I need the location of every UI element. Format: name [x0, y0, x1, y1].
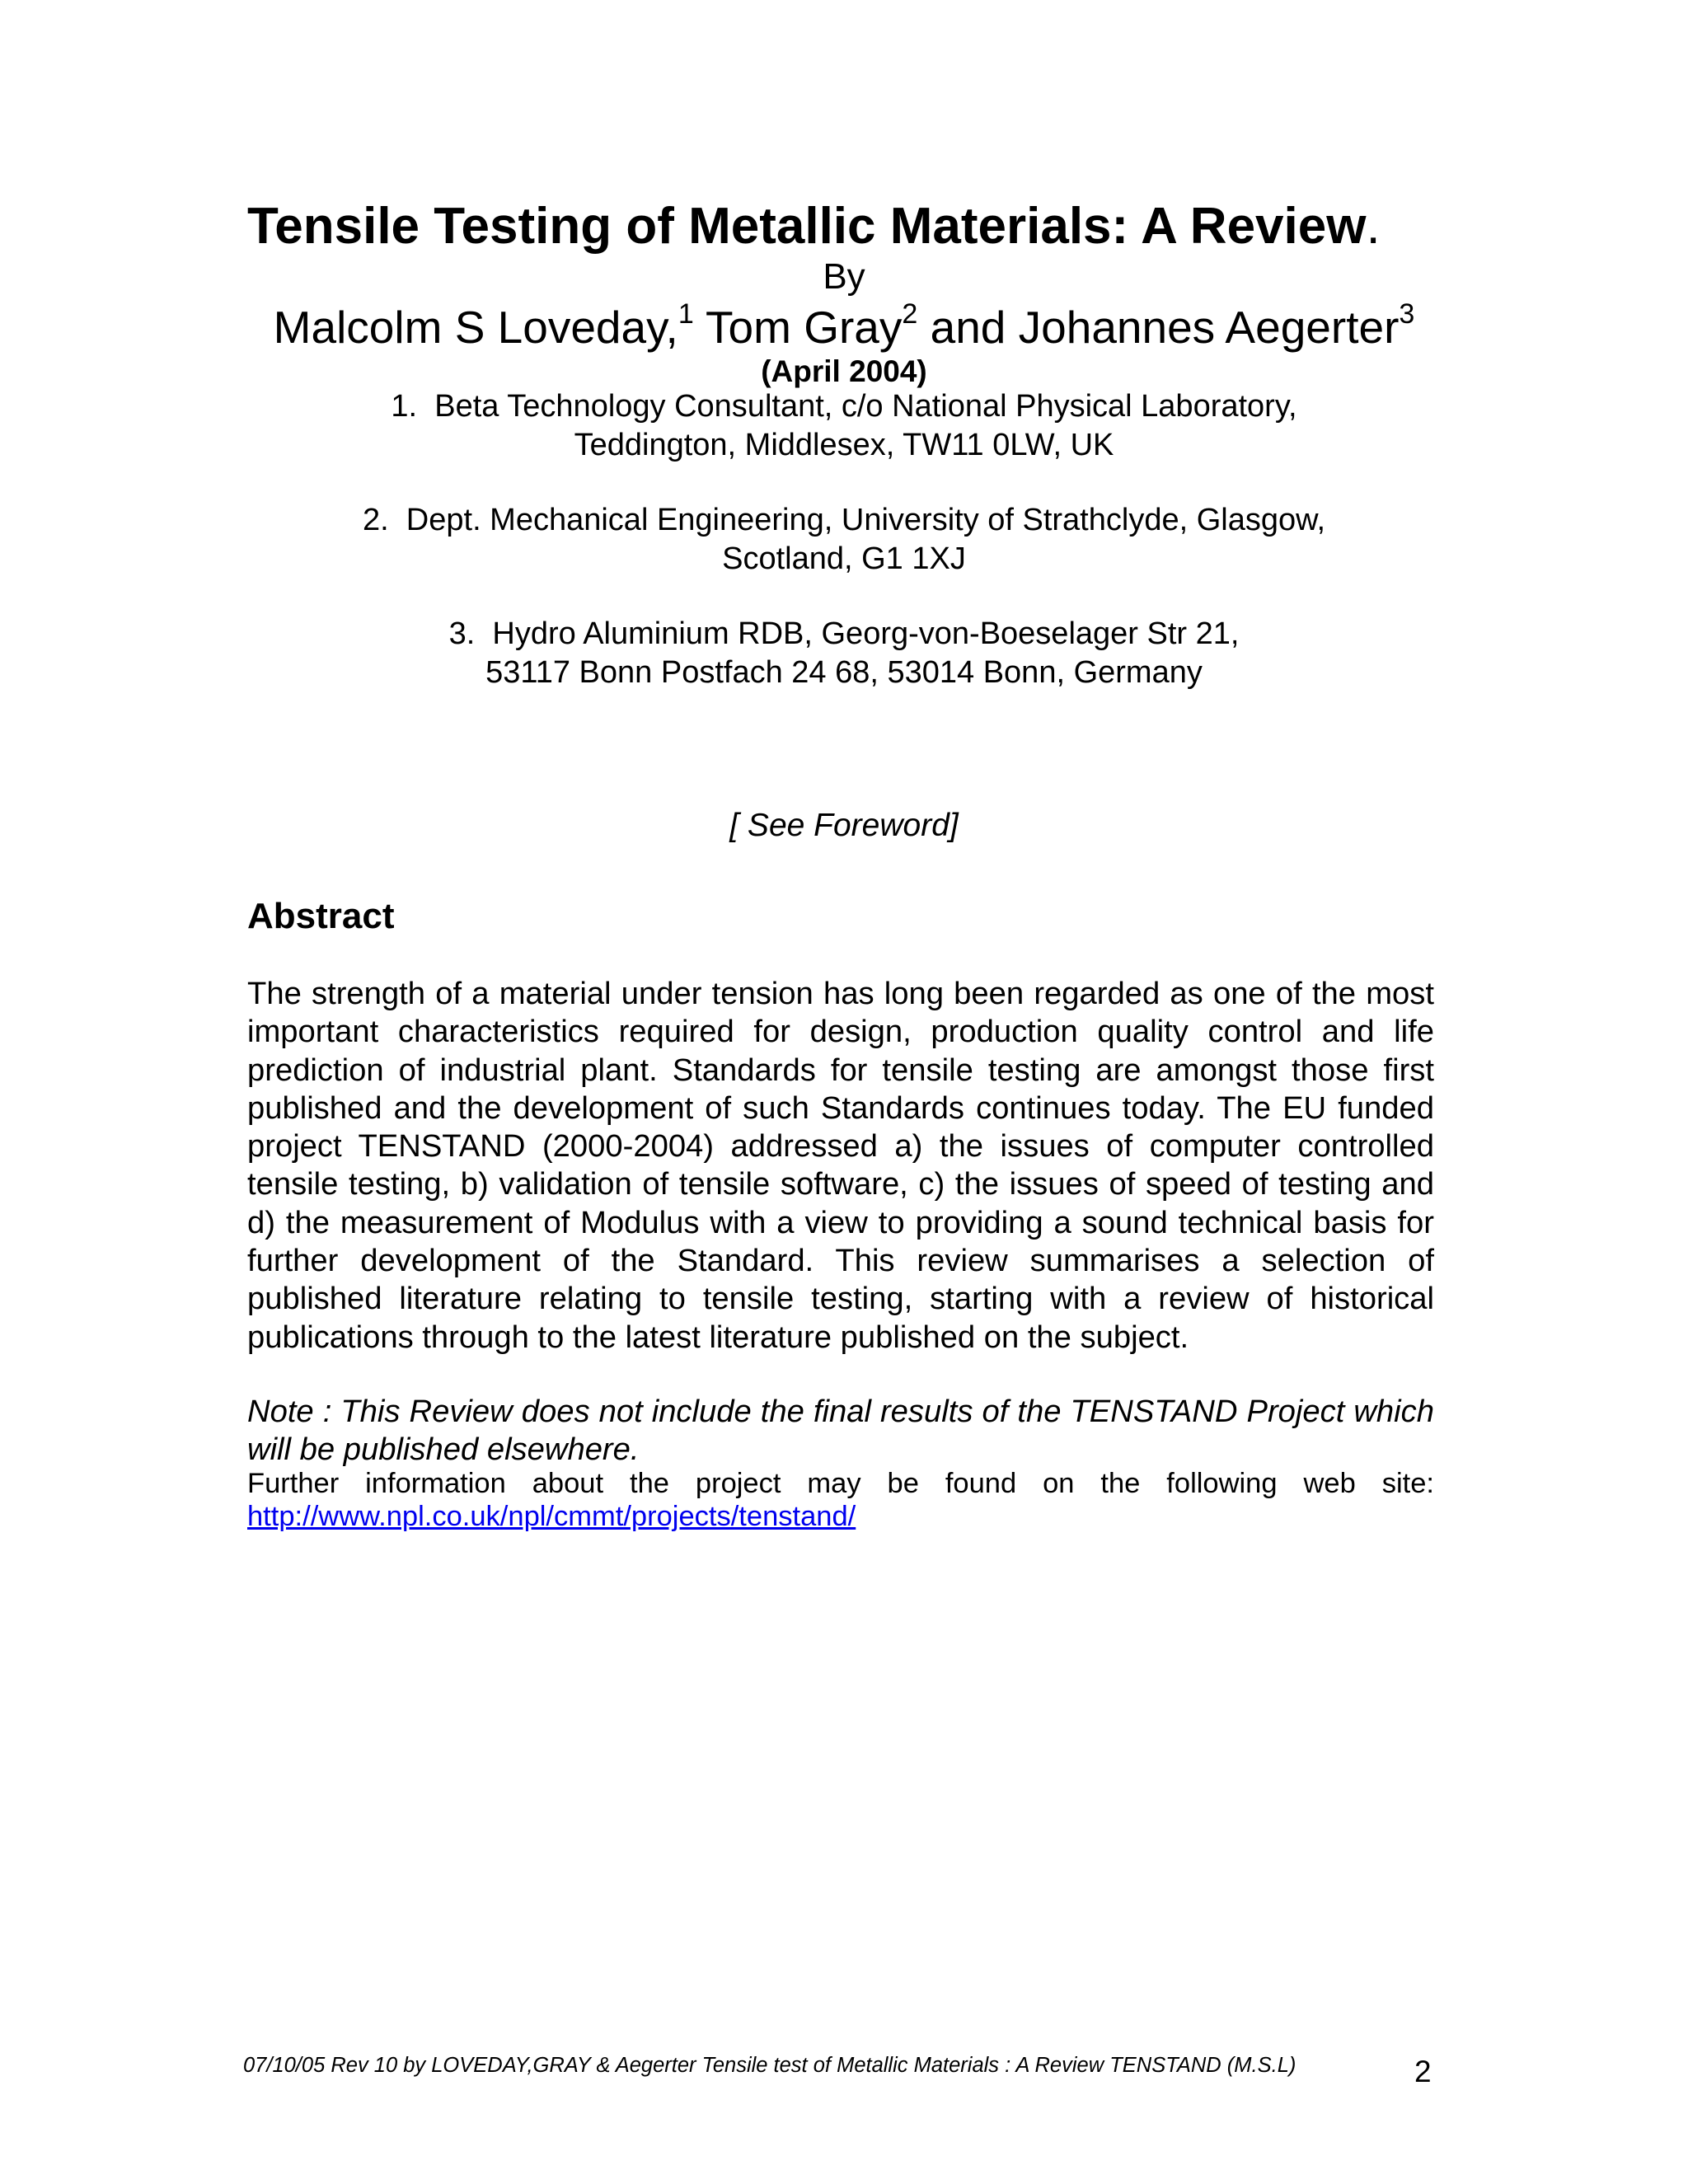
- author-name: Johannes Aegerter: [1018, 302, 1400, 353]
- author-affiliation-mark: 1: [678, 298, 694, 330]
- by-line: By: [823, 256, 865, 297]
- affiliation-line-2: Scotland, G1 1XJ: [722, 541, 966, 576]
- affiliation-line-1: [0, 615, 1688, 654]
- affiliation-2: [0, 501, 1688, 579]
- affiliation-number: 1.: [391, 389, 418, 424]
- affiliation-number: 2.: [362, 503, 389, 537]
- affiliation-line-2: 53117 Bonn Postfach 24 68, 53014 Bonn, Germany: [485, 655, 1203, 690]
- affiliation-line-1: [0, 501, 1688, 540]
- author-affiliation-mark: 3: [1399, 298, 1415, 330]
- authors-line: [0, 298, 1688, 356]
- see-foreword-note: [ See Foreword]: [729, 808, 959, 843]
- affiliation-text: Hydro Aluminium RDB, Georg-von-Boeselager Str 21,: [492, 616, 1240, 651]
- abstract-body: The strength of a material under tension has long been regarded as one of the most important characteristics required for design, production quality control and life prediction of industrial plant. Standards for tensile testing are amongst those first published and the development of such Standards continues today. The EU funded project TENSTAND (2000-2004) addressed a) the issues of computer controlled tensile testing, b) validation of tensile software, c) the issues of speed of testing and d) the measurement of Modulus with a view to providing a sound technical basis for further development of the Standard. This review summarises a selection of published literature relating to tensile testing, starting with a review of historical publications through to the latest literature published on the subject.: [247, 976, 1434, 1355]
- further-info-text: Further information about the project may be found on the following web site:: [247, 1468, 1434, 1499]
- affiliation-line-1: [0, 387, 1688, 426]
- affiliation-1: [0, 387, 1688, 465]
- author-name: Malcolm S Loveday,: [273, 302, 678, 353]
- abstract-heading: Abstract: [247, 896, 395, 936]
- affiliation-3: [0, 615, 1688, 692]
- review-note: Note : This Review does not include the final results of the TENSTAND Project which will be published elsewhere.: [247, 1394, 1434, 1467]
- author-affiliation-mark: 2: [902, 298, 918, 330]
- title-text: Tensile Testing of Metallic Materials: A Review: [247, 198, 1367, 255]
- page-title: [247, 196, 1381, 257]
- affiliation-text: Dept. Mechanical Engineering, University of Strathclyde, Glasgow,: [406, 503, 1326, 537]
- footer-text: 07/10/05 Rev 10 by LOVEDAY,GRAY & Aegerter Tensile test of Metallic Materials : A Review TENSTAND (M.S.L): [243, 2054, 1296, 2077]
- authors-conjunction: and: [930, 302, 1006, 353]
- affiliation-text: Beta Technology Consultant, c/o National Physical Laboratory,: [434, 389, 1297, 424]
- project-website-link[interactable]: http://www.npl.co.uk/npl/cmmt/projects/tenstand/: [247, 1501, 856, 1532]
- affiliation-number: 3.: [448, 616, 476, 651]
- title-period: .: [1366, 198, 1381, 255]
- publication-date: (April 2004): [761, 354, 927, 388]
- page-number: 2: [1414, 2055, 1432, 2088]
- affiliation-line-2: Teddington, Middlesex, TW11 0LW, UK: [574, 428, 1114, 462]
- author-name: Tom Gray: [706, 302, 903, 353]
